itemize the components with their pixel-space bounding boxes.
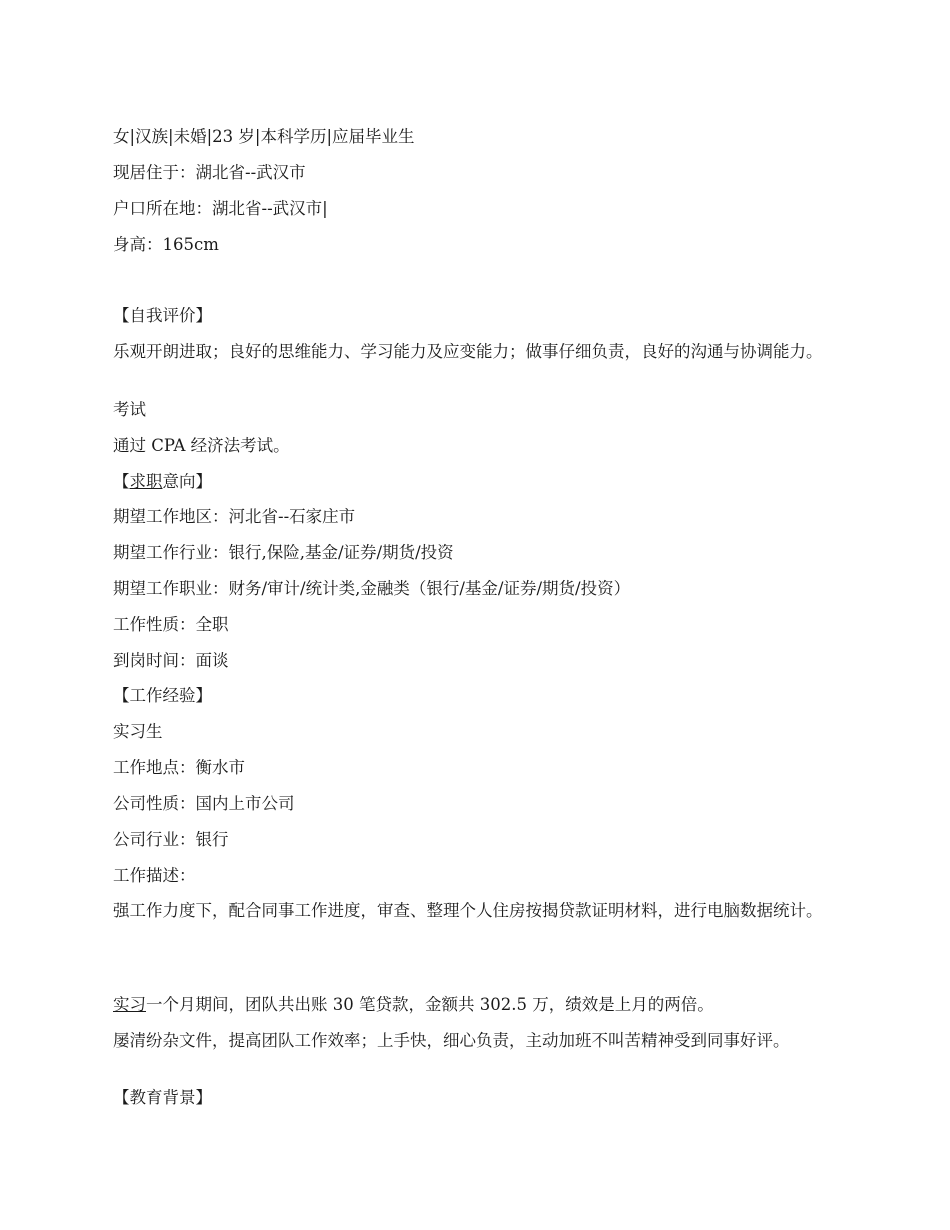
- exam-heading: 考试: [113, 400, 146, 419]
- experience-heading: 【工作经验】: [113, 686, 212, 705]
- experience-desc: 强工作力度下，配合同事工作进度，审查、整理个人住房按揭贷款证明材料，进行电脑数据统计。: [113, 901, 823, 920]
- profile-hukou: 户口所在地：湖北省--武汉市|: [113, 199, 328, 218]
- self-eval-text: 乐观开朗进取；良好的思维能力、学习能力及应变能力；做事仔细负责，良好的沟通与协调能力。: [113, 342, 823, 361]
- intent-heading: [113, 472, 840, 492]
- self-eval-heading: 【自我评价】: [113, 306, 212, 325]
- intent-position: 期望工作职业：财务/审计/统计类,金融类（银行/基金/证券/期货/投资）: [113, 579, 631, 598]
- experience-extra: 屡清纷杂文件，提高团队工作效率；上手快，细心负责，主动加班不叫苦精神受到同事好评。: [113, 1031, 790, 1050]
- experience-achievement: [113, 995, 840, 1015]
- experience-achievement-underlined: 实习: [113, 995, 146, 1014]
- experience-desc-label: 工作描述：: [113, 866, 196, 885]
- intent-heading-pre: 【: [113, 472, 130, 491]
- profile-height: 身高：165cm: [113, 235, 219, 254]
- profile-residence: 现居住于：湖北省--武汉市: [113, 163, 306, 182]
- experience-company-type: 公司性质：国内上市公司: [113, 794, 295, 813]
- experience-title: 实习生: [113, 722, 163, 741]
- intent-arrival: 到岗时间：面谈: [113, 651, 229, 670]
- experience-company-industry: 公司行业：银行: [113, 830, 229, 849]
- exam-text: 通过 CPA 经济法考试。: [113, 436, 290, 455]
- resume-page: [113, 0, 840, 1230]
- intent-heading-post: 意向】: [162, 472, 212, 491]
- profile-summary: 女|汉族|未婚|23 岁|本科学历|应届毕业生: [113, 127, 415, 146]
- intent-region: 期望工作地区：河北省--石家庄市: [113, 507, 356, 526]
- education-heading: 【教育背景】: [113, 1088, 212, 1107]
- experience-achievement-rest: 一个月期间，团队共出账 30 笔贷款，金额共 302.5 万，绩效是上月的两倍。: [146, 995, 714, 1014]
- intent-nature: 工作性质：全职: [113, 615, 229, 634]
- intent-heading-underlined: 求职: [129, 472, 163, 491]
- intent-industry: 期望工作行业：银行,保险,基金/证券/期货/投资: [113, 543, 454, 562]
- experience-location: 工作地点：衡水市: [113, 758, 245, 777]
